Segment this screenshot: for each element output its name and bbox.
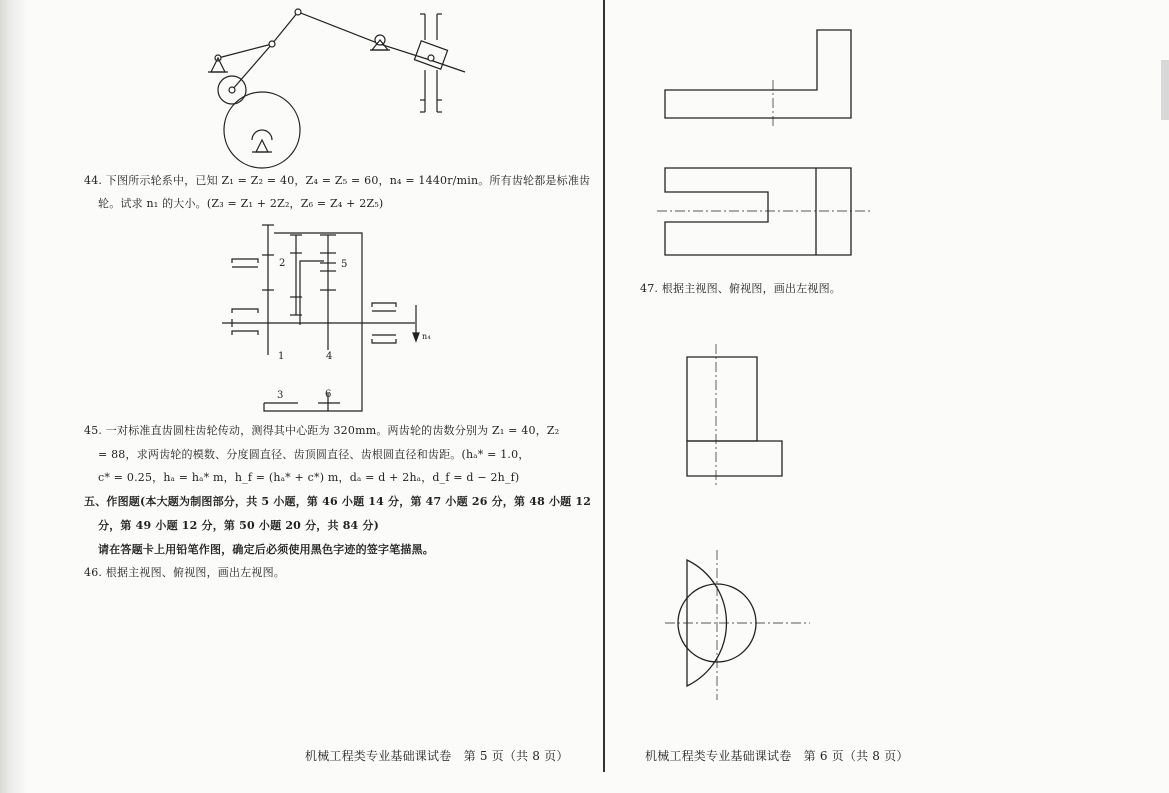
q44-line1: 44. 下图所示轮系中，已知 Z₁ = Z₂ = 40，Z₄ = Z₅ = 60，n₄ = 1440r/min。所有齿轮都是标准齿 (84, 174, 591, 187)
section5-heading-line2: 分，第 49 小题 12 分，第 50 小题 20 分，共 84 分) (98, 519, 380, 532)
q45-line2: = 88，求两齿轮的模数、分度圆直径、齿顶圆直径、齿根圆直径和齿距。(hₐ* = 1.0， (98, 448, 530, 461)
gear-label-3: 3 (277, 390, 284, 401)
q46-prompt: 46. 根据主视图、俯视图，画出左视图。 (84, 566, 285, 579)
right-page-footer: 机械工程类专业基础课试卷 第 6 页（共 8 页） (645, 749, 909, 763)
q47-top-view (605, 540, 1165, 740)
section5-instruction: 请在答题卡上用铅笔作图，确定后必须使用黑色字迹的签字笔描黑。 (98, 543, 434, 556)
q44-line2: 轮。试求 n₁ 的大小。(Z₃ = Z₁ + 2Z₂，Z₆ = Z₄ + 2Z₅) (98, 197, 384, 210)
section5-heading-line1: 五、作图题(本大题为制图部分，共 5 小题，第 46 小题 14 分，第 47 小题 26 分，第 48 小题 12 (84, 495, 592, 508)
q45-line3: c* = 0.25，hₐ = hₐ* m，h_f = (hₐ* + c*) m，dₐ = d + 2hₐ，d_f = d − 2h_f) (98, 471, 520, 484)
left-page-footer: 机械工程类专业基础课试卷 第 5 页（共 8 页） (305, 749, 569, 763)
gear-label-1: 1 (278, 351, 285, 362)
q46-top-view (605, 0, 1165, 270)
gear-train-diagram (0, 215, 603, 415)
gear-label-5: 5 (341, 259, 348, 270)
q45-line1: 45. 一对标准直齿圆柱齿轮传动，测得其中心距为 320mm。两齿轮的齿数分别为 Z₁ = 40，Z₂ (84, 424, 560, 437)
linkage-mechanism-diagram (0, 0, 603, 170)
gear-label-6: 6 (325, 389, 332, 400)
gear-label-4: 4 (326, 351, 333, 362)
output-speed-label: n₄ (422, 332, 431, 341)
q47-prompt: 47. 根据主视图、俯视图，画出左视图。 (640, 282, 841, 295)
q47-front-view (605, 330, 1165, 530)
gear-label-2: 2 (279, 258, 286, 269)
